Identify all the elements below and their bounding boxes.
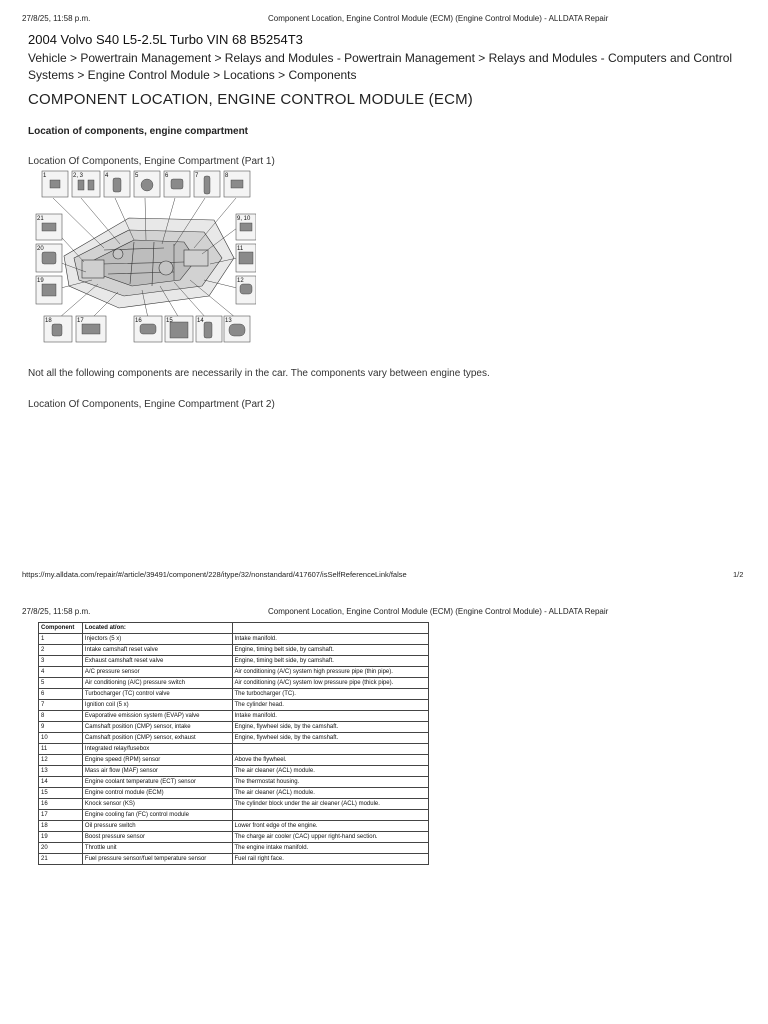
cell-location: The air cleaner (ACL) module. [232, 766, 428, 777]
cell-component-name: Injectors (5 x) [82, 634, 232, 645]
breadcrumb-line-2: Systems > Engine Control Module > Locations > Components [28, 68, 357, 82]
header-empty [232, 623, 428, 634]
engine-compartment-diagram [34, 168, 256, 344]
table-row [39, 810, 429, 821]
cell-component-name: Integrated relay/fusebox [82, 744, 232, 755]
cell-component-name: Intake camshaft reset valve [82, 645, 232, 656]
table-body [39, 634, 429, 865]
callout-label: 4 [105, 173, 109, 179]
cell-component-number: 17 [39, 810, 83, 821]
cell-component-name: Camshaft position (CMP) sensor, intake [82, 722, 232, 733]
cell-component-number: 2 [39, 645, 83, 656]
cell-location: The cylinder block under the air cleaner (ACL) module. [232, 799, 428, 810]
callout-label: 1 [43, 173, 47, 179]
cell-location: Lower front edge of the engine. [232, 821, 428, 832]
cell-component-number: 7 [39, 700, 83, 711]
callout-label: 13 [225, 318, 232, 324]
table-row [39, 755, 429, 766]
cell-location: The air cleaner (ACL) module. [232, 788, 428, 799]
cell-component-number: 13 [39, 766, 83, 777]
caption-part-2: Location Of Components, Engine Compartment (Part 2) [28, 399, 275, 410]
cell-component-name: Evaporative emission system (EVAP) valve [82, 711, 232, 722]
cell-location: Above the flywheel. [232, 755, 428, 766]
page1-header-datetime: 27/8/25, 11:58 p.m. [22, 14, 91, 23]
vehicle-title: 2004 Volvo S40 L5-2.5L Turbo VIN 68 B5254T3 [28, 32, 303, 47]
callout-label: 2, 3 [73, 173, 84, 179]
callout-label: 12 [237, 278, 244, 284]
table-row [39, 656, 429, 667]
cell-component-number: 11 [39, 744, 83, 755]
page-heading: COMPONENT LOCATION, ENGINE CONTROL MODULE (ECM) [28, 91, 473, 108]
cell-location: Air conditioning (A/C) system low pressure pipe (thick pipe). [232, 678, 428, 689]
cell-component-number: 3 [39, 656, 83, 667]
cell-component-name: Engine coolant temperature (ECT) sensor [82, 777, 232, 788]
cell-component-number: 19 [39, 832, 83, 843]
table-row [39, 667, 429, 678]
callout-label: 11 [237, 246, 244, 252]
callout-label: 5 [135, 173, 139, 179]
table-row [39, 711, 429, 722]
table-row [39, 832, 429, 843]
cell-location: Fuel rail right face. [232, 854, 428, 865]
cell-component-number: 14 [39, 777, 83, 788]
cell-component-name: Camshaft position (CMP) sensor, exhaust [82, 733, 232, 744]
cell-component-number: 9 [39, 722, 83, 733]
callout-label: 15 [166, 318, 173, 324]
cell-component-name: Ignition coil (5 x) [82, 700, 232, 711]
cell-component-name: A/C pressure sensor [82, 667, 232, 678]
caption-part-1: Location Of Components, Engine Compartment (Part 1) [28, 156, 275, 167]
table-row [39, 645, 429, 656]
callout-label: 6 [165, 173, 169, 179]
cell-component-name: Engine cooling fan (FC) control module [82, 810, 232, 821]
cell-location: Engine, flywheel side, by the camshaft. [232, 733, 428, 744]
callout-label: 17 [77, 318, 84, 324]
cell-location: The engine intake manifold. [232, 843, 428, 854]
table-row [39, 843, 429, 854]
table-row [39, 854, 429, 865]
table-row [39, 788, 429, 799]
callout-label: 21 [37, 216, 44, 222]
cell-component-name: Boost pressure sensor [82, 832, 232, 843]
callout-label: 16 [135, 318, 142, 324]
cell-component-name: Throttle unit [82, 843, 232, 854]
cell-location [232, 810, 428, 821]
callout-label: 8 [225, 173, 229, 179]
table-row [39, 722, 429, 733]
cell-location: Intake manifold. [232, 711, 428, 722]
cell-location: Engine, timing belt side, by camshaft. [232, 645, 428, 656]
cell-location: Engine, flywheel side, by the camshaft. [232, 722, 428, 733]
cell-component-name: Knock sensor (KS) [82, 799, 232, 810]
cell-location: Intake manifold. [232, 634, 428, 645]
callout-label: 9, 10 [237, 216, 251, 222]
cell-component-name: Exhaust camshaft reset valve [82, 656, 232, 667]
cell-component-number: 6 [39, 689, 83, 700]
cell-component-number: 12 [39, 755, 83, 766]
table-row [39, 700, 429, 711]
component-table [38, 622, 429, 865]
table-row [39, 689, 429, 700]
cell-component-number: 1 [39, 634, 83, 645]
cell-component-number: 4 [39, 667, 83, 678]
callout-label: 14 [197, 318, 204, 324]
table-row [39, 733, 429, 744]
cell-component-number: 21 [39, 854, 83, 865]
cell-component-number: 15 [39, 788, 83, 799]
cell-component-name: Oil pressure switch [82, 821, 232, 832]
cell-component-name: Fuel pressure sensor/fuel temperature sensor [82, 854, 232, 865]
table-header-row [39, 623, 429, 634]
table-row [39, 777, 429, 788]
cell-location: Engine, timing belt side, by camshaft. [232, 656, 428, 667]
cell-component-name: Engine speed (RPM) sensor [82, 755, 232, 766]
callout-label: 18 [45, 318, 52, 324]
cell-component-number: 16 [39, 799, 83, 810]
header-component: Component [39, 623, 83, 634]
note-text: Not all the following components are necessarily in the car. The components vary between engine types. [28, 368, 490, 379]
table-row [39, 766, 429, 777]
cell-component-name: Engine control module (ECM) [82, 788, 232, 799]
cell-component-number: 5 [39, 678, 83, 689]
footer-url-link[interactable]: https://my.alldata.com/repair/#/article/39491/component/228/itype/32/nonstandard/417607/isSelfReferenceLink/false [22, 570, 407, 579]
header-located: Located at/on: [82, 623, 232, 634]
page2-header-datetime: 27/8/25, 11:58 p.m. [22, 607, 91, 616]
cell-location: Air conditioning (A/C) system high pressure pipe (thin pipe). [232, 667, 428, 678]
table-row [39, 744, 429, 755]
cell-location: The cylinder head. [232, 700, 428, 711]
cell-location: The turbocharger (TC). [232, 689, 428, 700]
table-row [39, 634, 429, 645]
callout-label: 7 [195, 173, 199, 179]
cell-component-number: 10 [39, 733, 83, 744]
table-row [39, 821, 429, 832]
breadcrumb-line-1: Vehicle > Powertrain Management > Relays and Modules - Powertrain Management > Relays and Modules - Computers and Control [28, 51, 733, 65]
page2-header-title: Component Location, Engine Control Module (ECM) (Engine Control Module) - ALLDATA Repair [268, 607, 609, 616]
breadcrumb [28, 50, 748, 84]
callout-label: 20 [37, 246, 44, 252]
cell-component-name: Turbocharger (TC) control valve [82, 689, 232, 700]
cell-component-name: Mass air flow (MAF) sensor [82, 766, 232, 777]
cell-component-name: Air conditioning (A/C) pressure switch [82, 678, 232, 689]
callout-label: 19 [37, 278, 44, 284]
cell-component-number: 20 [39, 843, 83, 854]
cell-location: The thermostat housing. [232, 777, 428, 788]
page1-header-title: Component Location, Engine Control Module (ECM) (Engine Control Module) - ALLDATA Repair [268, 14, 609, 23]
subheading: Location of components, engine compartment [28, 126, 249, 137]
page-number: 1/2 [733, 570, 744, 579]
cell-location: The charge air cooler (CAC) upper right-hand section. [232, 832, 428, 843]
cell-location [232, 744, 428, 755]
cell-component-number: 18 [39, 821, 83, 832]
table-row [39, 799, 429, 810]
cell-component-number: 8 [39, 711, 83, 722]
table-row [39, 678, 429, 689]
